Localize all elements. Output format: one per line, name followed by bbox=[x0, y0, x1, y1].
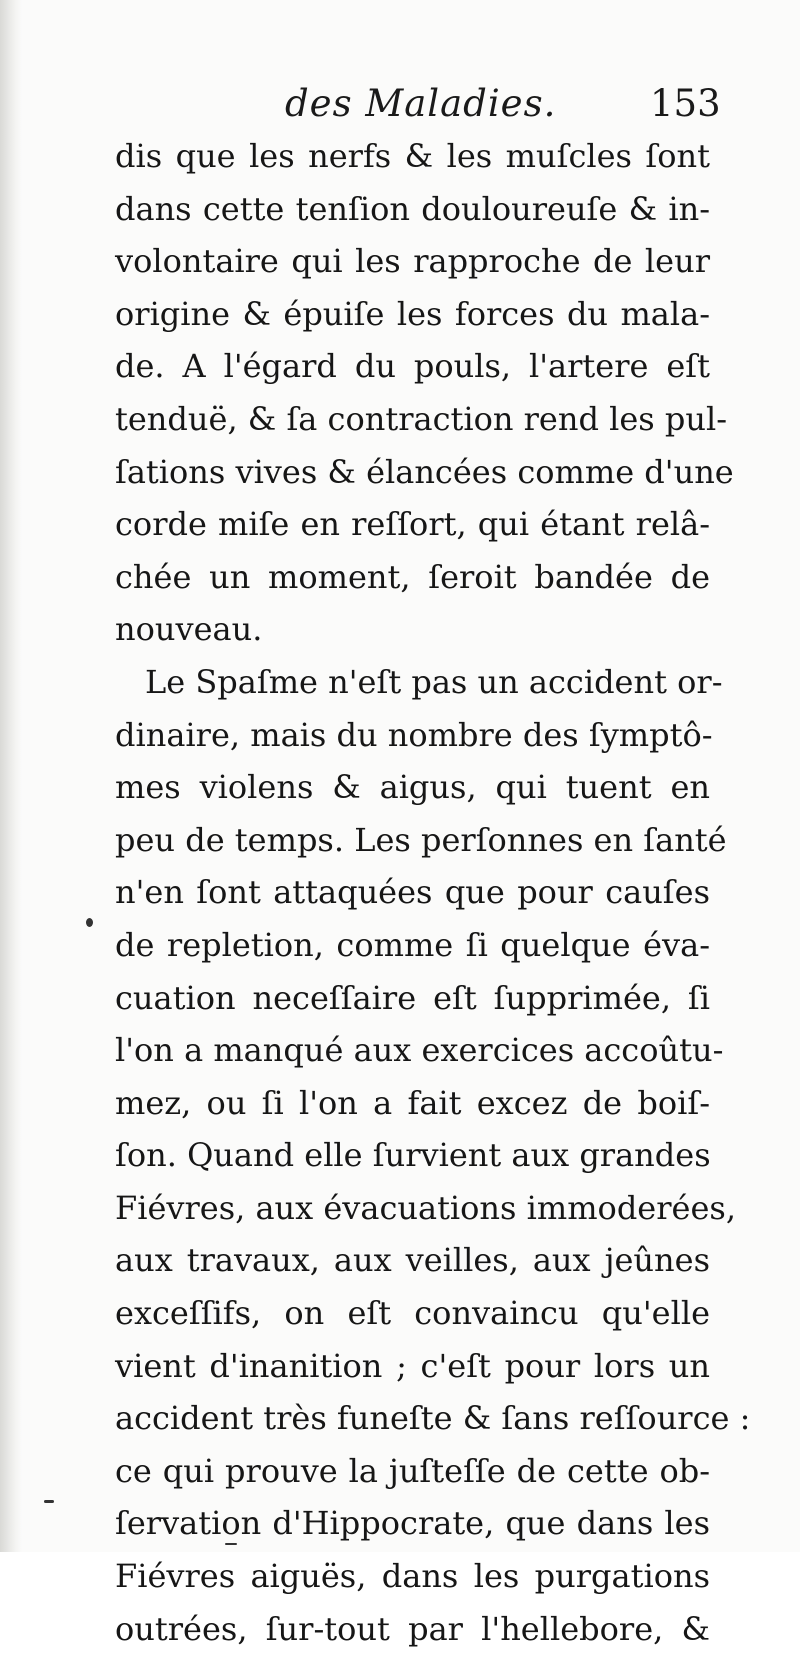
text-line: Fiévres aiguës, dans les purgations bbox=[115, 1557, 710, 1596]
text-line: mes violens & aigus, qui tuent en bbox=[115, 768, 710, 807]
text-line: dans cette tenſion douloureuſe & in- bbox=[115, 189, 710, 228]
text-line: chée un moment, ſeroit bandée de bbox=[115, 557, 710, 596]
ink-speck bbox=[44, 1500, 54, 1503]
text-line: exceſſifs, on eſt convaincu qu'elle bbox=[115, 1294, 710, 1333]
text-line: l'on a manqué aux exercices accoûtu- bbox=[115, 1031, 724, 1070]
page-number: 153 bbox=[650, 82, 721, 125]
body-text bbox=[115, 130, 751, 1655]
text-line: volontaire qui les rapproche de leur bbox=[115, 242, 710, 281]
text-line: dinaire, mais du nombre des ſymptô- bbox=[115, 715, 713, 754]
text-line: ſations vives & élancées comme d'une bbox=[115, 452, 734, 491]
text-line: ſon. Quand elle ſurvient aux grandes bbox=[115, 1136, 711, 1175]
text-line: Fiévres, aux évacuations immoderées, bbox=[115, 1188, 736, 1227]
text-line: accident très funeſte & ſans reſſource : bbox=[115, 1399, 751, 1438]
text-line: tenduë, & ſa contraction rend les pul- bbox=[115, 399, 728, 438]
text-line: ſervation d'Hippocrate, que dans les bbox=[115, 1504, 710, 1543]
text-line: cuation neceſſaire eſt ſupprimée, ſi bbox=[115, 978, 710, 1017]
text-line: n'en ſont attaquées que pour cauſes bbox=[115, 873, 710, 912]
text-line: de repletion, comme ſi quelque éva- bbox=[115, 925, 710, 964]
text-line: corde miſe en reſſort, qui étant relâ- bbox=[115, 505, 710, 544]
ink-speck bbox=[225, 1543, 237, 1545]
text-line: mez, ou ſi l'on a fait excez de boiſ- bbox=[115, 1083, 710, 1122]
text-line: ce qui prouve la juſteſſe de cette ob- bbox=[115, 1451, 710, 1490]
running-title: des Maladies. bbox=[285, 82, 557, 125]
page-header bbox=[285, 82, 725, 132]
text-line: origine & épuiſe les forces du mala- bbox=[115, 294, 710, 333]
text-line: aux travaux, aux veilles, aux jeûnes bbox=[115, 1241, 710, 1280]
text-line: vient d'inanition ; c'eſt pour lors un bbox=[115, 1346, 710, 1385]
text-line: nouveau. bbox=[115, 610, 263, 649]
paragraph-start-line: Le Spaſme n'eſt pas un accident or- bbox=[145, 662, 723, 701]
ink-speck bbox=[86, 918, 93, 927]
text-line: dis que les nerfs & les muſcles ſont bbox=[115, 137, 710, 175]
page-gutter-shadow bbox=[0, 0, 22, 1552]
text-line: outrées, ſur-tout par l'hellebore, & bbox=[115, 1609, 710, 1648]
text-line: de. A l'égard du pouls, l'artere eſt bbox=[115, 347, 710, 386]
text-line: peu de temps. Les perſonnes en ſanté bbox=[115, 820, 727, 859]
